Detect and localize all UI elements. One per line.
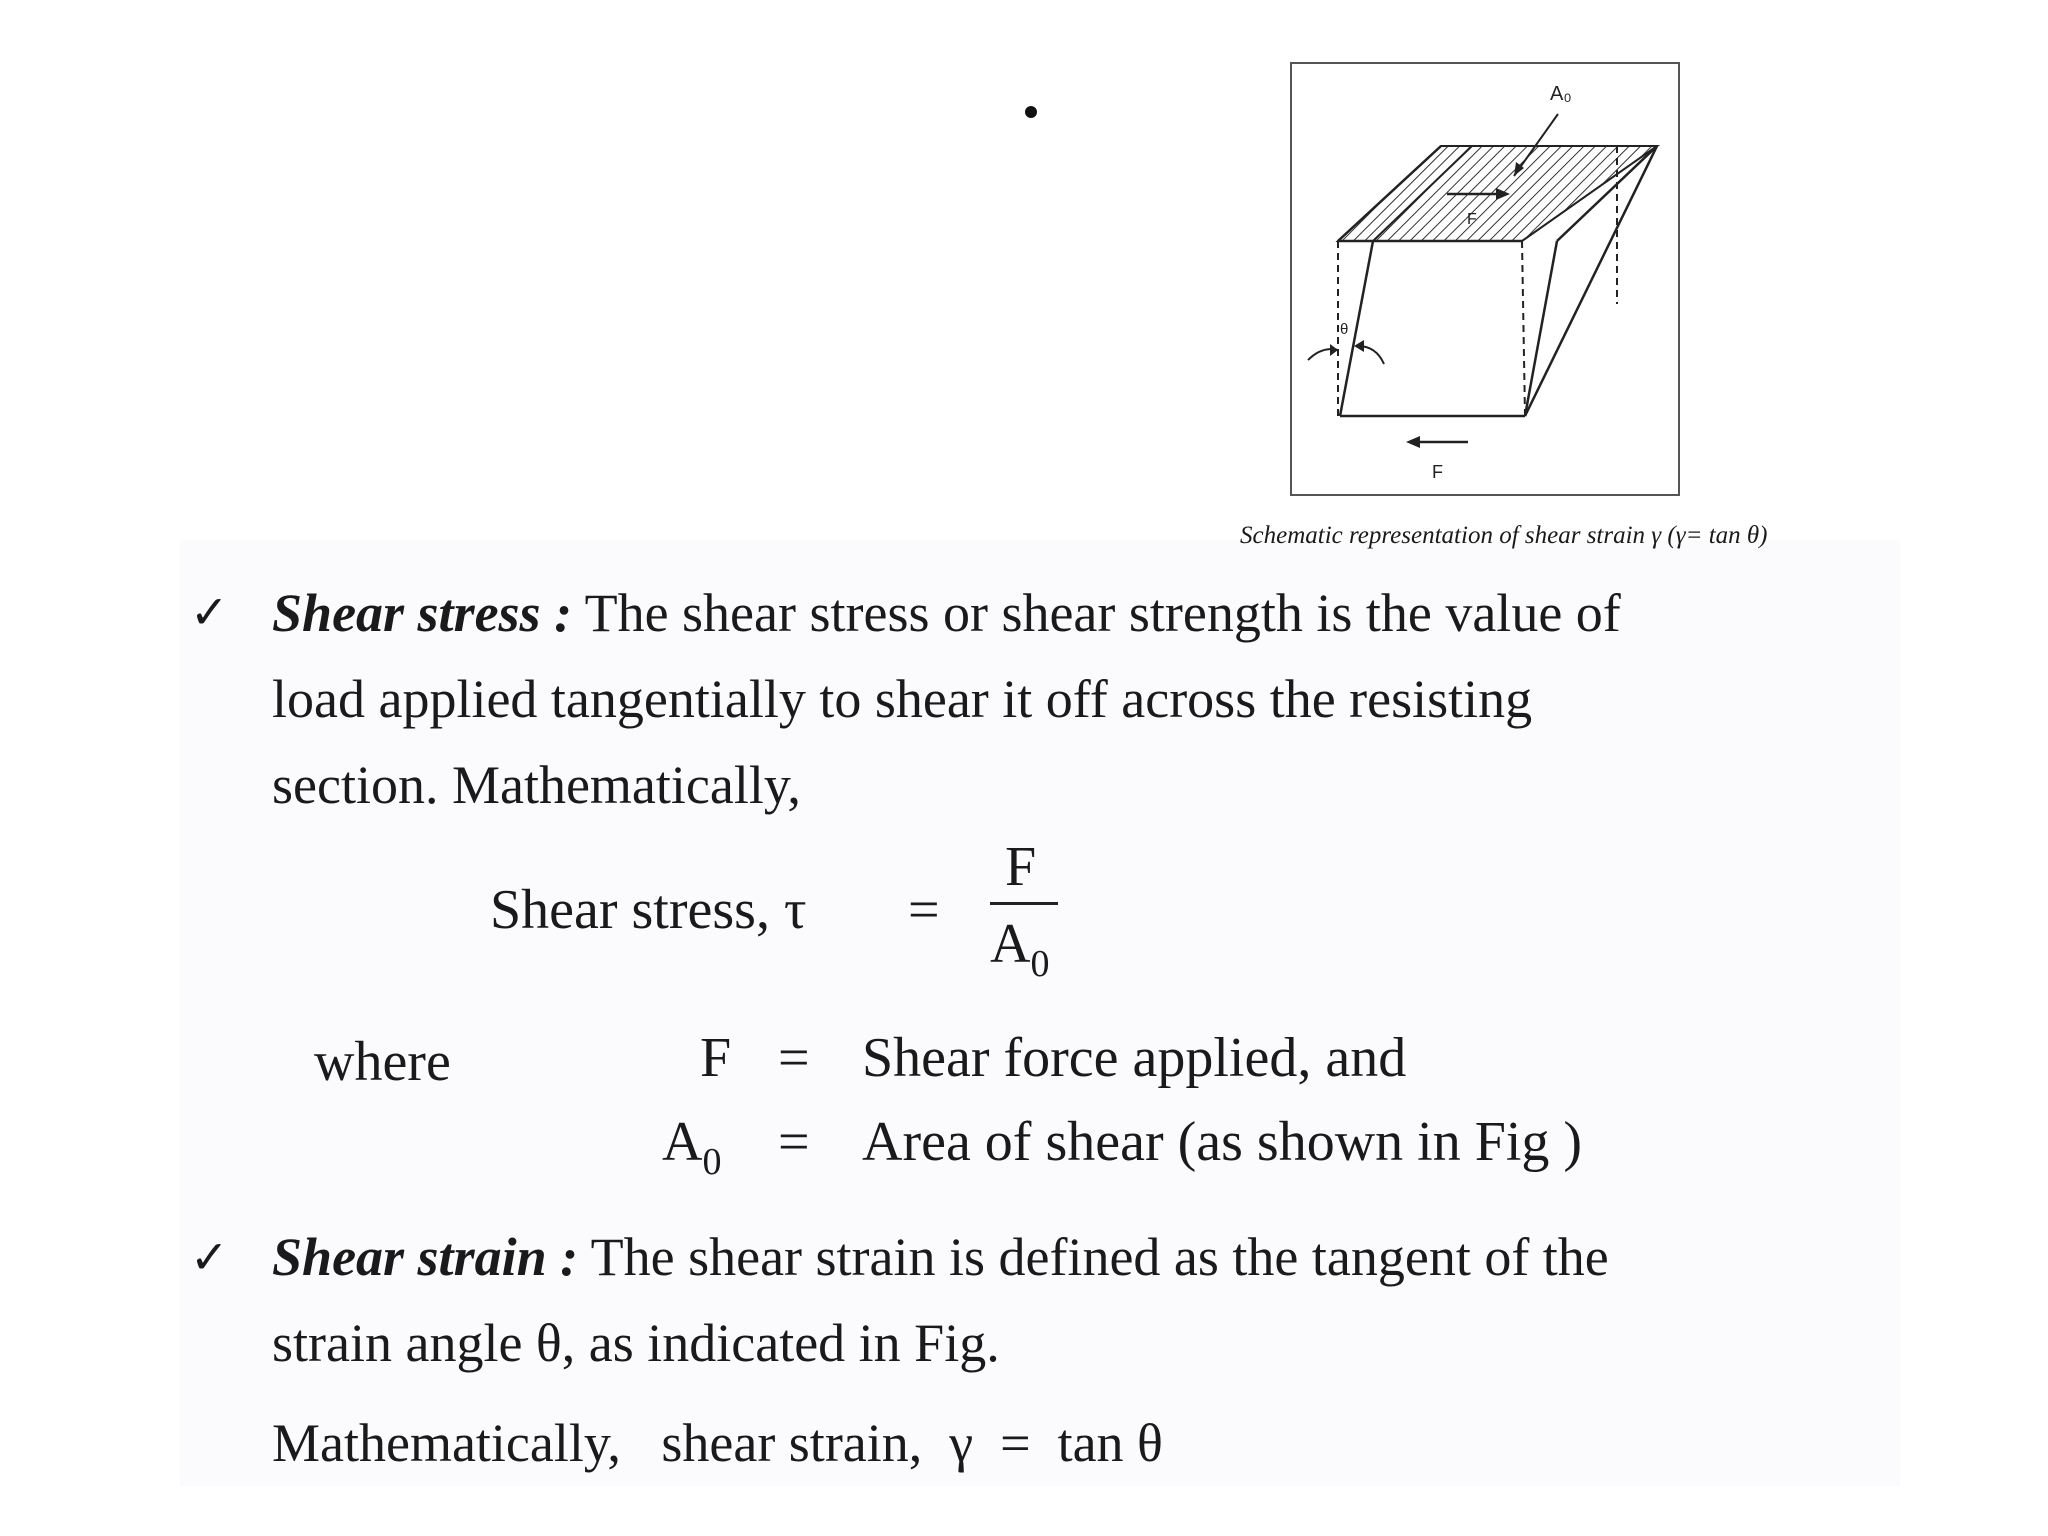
shear-stress-line1: The shear stress or shear strength is the value of xyxy=(572,583,1621,643)
stray-dot xyxy=(1025,106,1037,118)
stress-formula-lhs: Shear stress, τ xyxy=(490,879,807,941)
def2-symbol: $A_0$ xyxy=(662,1111,722,1183)
shear-strain-diagram xyxy=(1292,64,1678,494)
stress-formula-numerator: F xyxy=(1005,836,1037,898)
check-icon: ✓ xyxy=(190,1230,229,1284)
shear-stress-line3: section. Mathematically, xyxy=(272,755,801,815)
def1-text: Shear force applied, and xyxy=(862,1027,1407,1089)
shear-stress-line2: load applied tangentially to shear it off across the resisting xyxy=(272,669,1533,729)
def1-equals: = xyxy=(778,1027,810,1089)
stress-formula-equals: = xyxy=(908,879,940,941)
label-force-top: F xyxy=(1467,211,1477,228)
shear-strain-formula: Mathematically, shear strain, γ = tan θ xyxy=(272,1413,1163,1473)
def2-equals: = xyxy=(778,1111,810,1173)
shear-strain-line2: strain angle θ, as indicated in Fig. xyxy=(272,1313,1000,1373)
shear-strain-line1: The shear strain is defined as the tangent of the xyxy=(578,1227,1609,1287)
def1-symbol: F xyxy=(700,1027,732,1089)
figure-caption: Schematic representation of shear strain γ (γ= tan θ) xyxy=(1240,522,1768,549)
stress-formula-denominator: $A_0$ xyxy=(990,913,1050,985)
shear-stress-paragraph xyxy=(272,570,1887,656)
shear-stress-term: Shear stress : xyxy=(272,583,573,643)
label-force-bottom: F xyxy=(1432,462,1443,482)
shear-strain-paragraph xyxy=(272,1214,1887,1300)
label-area: A₀ xyxy=(1550,83,1572,105)
label-angle: θ xyxy=(1340,321,1349,338)
def2-text: Area of shear (as shown in Fig ) xyxy=(862,1111,1583,1173)
check-icon: ✓ xyxy=(190,585,229,639)
where-label: where xyxy=(314,1031,451,1093)
shear-strain-figure xyxy=(1290,62,1680,496)
fraction-bar xyxy=(990,902,1058,905)
shear-strain-term: Shear strain : xyxy=(272,1227,579,1287)
